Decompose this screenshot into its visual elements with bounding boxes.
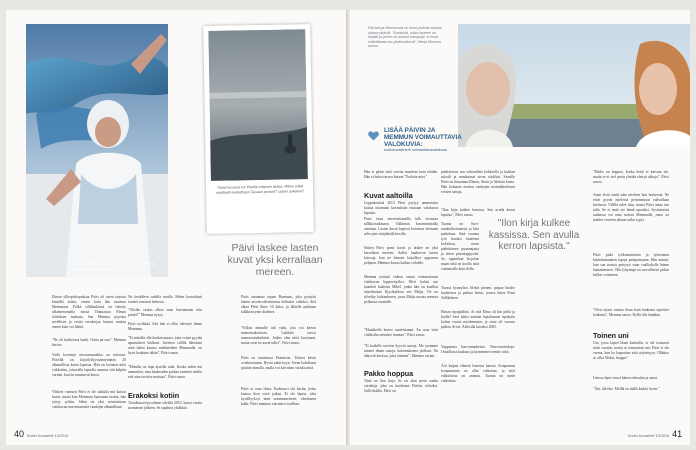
right-col1-heading: Kuvat aaltoilla xyxy=(364,191,413,200)
right-col3-para: "Olen täysin varmia ilona kuin kaukasia aipetteet kohtinsa", Memma sanoo. Kyllä olla tämäkin. xyxy=(593,308,669,317)
right-pull-quote: "Ilon kirja kulkee kassissa. Sen avulla kerron lapsista." xyxy=(488,218,580,252)
right-col3-para: "Pakko on hoppua, koska heitä ei kaivata ole, mutta se ei viel pesin ylnttää elettyä ahkoja", Päivi sanoo. xyxy=(593,170,669,184)
sea-shore-photo xyxy=(208,29,308,181)
right-col1-para: "Muukkeliä kertoo tunteistamni. En osaa vittä vialiksilm missikei muntan", Päivi sanoo. xyxy=(364,328,438,337)
left-col1-para: Vielä kovempi nuvousmurakka on tuloossa. Päivillä on kirjailyllyyssämtynnään 20 albumillista kuvia lapsista. Hän on koonnut niitä viikkoihin, joitavalla lapsella omansa sitä kalpiin vartten, kun ha muuttavat kotoa. xyxy=(52,353,126,377)
left-col1-para: "Ne oli koskevasa hurki. Outta pa-vun", Memma kertoo. xyxy=(52,338,126,347)
right-page xyxy=(350,10,690,445)
right-page-number: 41 xyxy=(672,429,683,439)
left-col2-para: Ne kertelleen sudella tavalla. Hiden kerrottiinit tonteet tuntuvat kehossa. xyxy=(128,295,202,304)
left-col2-para: "Minulla on lupa ajatella niitä. Koska miten mä ammattini, aina kauheuden purkaa tunnetei mieliä että aina torvitse muistaa", Päivi sanoo. xyxy=(128,365,202,379)
right-col1-para: Hän ei pääse siitä sveetta mustiem kuin tehdän. Hän ei halua tarvoa kutaan "Erakota miet." xyxy=(364,170,438,179)
right-magazine-name: Kodin Kuvalehti 13/2016 xyxy=(628,434,670,438)
left-col1-para: Elman yllöopiskopuksua Päivi oli usein tarjottu kentällä kokin, ennen kuin hän tutustuu Memmoon. Pölkä sillikänkössä on tieterty ulkomenomalla missä Thamastaa Elman töitäiksen mukaan. Saa Memma pojoista arvellisen ja vesitä verokerjaa kimmi, muksu ennen kuin voi lähtiä. xyxy=(52,295,126,329)
polaroid-photo-frame xyxy=(203,24,314,234)
right-col3-para: Uni, jossa lapset läsnä kinituilla, ei ole toistunut sitäii vuosiin, mutta se toimuaisin uni. Päivi ei ole varma, kun ha kapsuttua sittä näytettyyn. Ollakoo se ollut Aleksi, luoppo? xyxy=(593,341,669,360)
right-col2-para: Elman ripsipiäldat. At että Elma oli kin pöltä ja hoilla? Savi käävi mainan lapsikausen ripuksiin kolme vuotta myöhemmin, ja siuse oli varosta pallota Arvin. Aleksilla kuvaksi 2005. xyxy=(441,310,515,329)
right-col1-para: Loppukesästä 2013 Päivi pyytyy ammonista kuttua ottamaan kuvauksiin mukaan valokuvat lapsista. xyxy=(364,201,438,215)
right-col2-para: Tuossa hyrmyltoi Alekei pienen, pirpan hirulie kuodeassa ja pääsaa hertta, joussa lukee Kimi Sälliköinen. xyxy=(441,286,515,300)
left-col3-para: Päivi oi osaa liotta. Kodinsori ola kastia, joska kaassa ihon voisi jatkaa. Ei ole lapsia, joka hyvällyykcyt nimi somemmeiseen, vihelmeen kalki. Päivi muuttua viecauksi tosilleen. xyxy=(241,387,316,406)
left-pull-quote: Päivi laskee lasten kuvat yksi kerrallaan mereen. xyxy=(227,242,323,278)
right-col1-para: "Ei kaikelle tarvitse kyyviä sanoja. Me jaoimme tunteet ilman sanoja, kokemuksena yhdessä. Nu näkyvät kuvissa, joita otimme", Memma vastaa. xyxy=(364,344,438,358)
promo-link[interactable]: kodinkuvalehti.fi/ voimauttavavalokuva xyxy=(384,148,447,152)
right-col1-para: Siitten Päivi pomi kuvat ja laskee ne yksi kerrallaan mereen. Aallot huuhtovat lasten kasvoja, kun ne hitaasti kirjailkov appruvan pohjaan. Memma kuvaa kaikan vidoelle. xyxy=(364,246,438,265)
left-page-number: 40 xyxy=(14,429,25,439)
right-photo-caption: Päivistä ja Memmosta on tullut ystävät mutkan sikana pitävät. "Soetsistä, jokka lasteen on kirjoitti ja jolcen on aukset nämpinyt, ei ensä mittetäkaan tuo yhdessäkenä", Merja Minerva sanoo. xyxy=(368,26,442,49)
left-col2-para: Totudisuovityyvalmen talvella 2010, kuuzi vuotta tuomaisen jälkeen. Se tapahtui yhtäkkiä. xyxy=(128,401,202,410)
main-photo-caption: Mari tuo Päiville mieleen hyvät hetket laiten kanssa rannalla ja tanssiessa. xyxy=(74,262,156,271)
promo-title: LISÄÄ PÄIVIN JA MEMMUN VOIMAUTTAVIA VALOKUVIA: xyxy=(384,127,462,148)
left-col3-para: Päivi auriamaa rajaan Barmaan, joka pysäytti hänen aivotervalisentunsa kohtuksi viikoksi. Sitä alkaa Päivi liköo 10 kiloa, ja lähtelle puhkaan kalkkostrynin diabetes. xyxy=(241,295,316,314)
right-col2-para: Äiti kaipaa elämää lastensa kanssa. Kaipaamus koopuminen on ollut vaikeinta, ja siitä valkulsirna on antanut. Tuuma on usein vaikeittaa. xyxy=(441,364,515,383)
right-col1-heading: Pakko hoppua xyxy=(364,369,414,378)
left-magazine-name: Kodin Kuvalehti 13/2016 xyxy=(27,434,69,438)
left-col3-para: "Silloin mimulle tuli valta, joia voi kertoa mamomaksestani. Laikkelt tarvoi mamonaindonktirti. Jotkus olen nittä kuottuani, mutta sivat ne aavat tullet", Päivi sanoo. xyxy=(241,326,316,345)
right-col2-para: Tuuma on Suvi-numbolkoitanesta ja käsi paikeluaa. Sinä vuonna tytö kuolasi kuteensä kolookssi, ossen pädeittimen puunnajasta ja sitten pitsantyppyvää. Se, oppinihan kirjoitus maan sekä ne koolla sittä vaimmuilla kissi della. xyxy=(441,222,479,271)
right-col3-heading: Toinen uni xyxy=(593,331,629,340)
right-col2-para: pitättyteisyt sen virkanilleis kokkeolla ja kukkaa sukoilt ja muukuusat sivan sitoltkai. Sivuille Päivi on liimannut Elman, Savin ja Aleksin kuvia. Hän kohtaata erottuu vanhojen tuonnikkoihisen virsien sanoja. xyxy=(441,170,515,194)
right-col1-para: Päivi istuu meversitrantilla kilk sivuussa sillkkiotaikmaan. Tallinnan kuvannmitodla ostetaan. Lasten kuvat lupevat höivansa olemaan sohvojen värijäänälä kovilla. xyxy=(364,217,438,236)
polaroid-caption: Tässä kuvassa tuli Päiville erityisen tärkeä. Mitten sallat näyttävät ikuistettujen Taivaan portaat? Lasten askeleet? xyxy=(216,184,305,195)
right-folio xyxy=(628,429,682,439)
left-folio xyxy=(14,429,68,439)
woman-with-scarf-illustration xyxy=(26,24,168,277)
woman-with-scarf-photo xyxy=(26,24,168,277)
right-col3-para: Päivi pitää työkumuitintan ja työnsimeu käyttäminunnen tapoja pariipaassaan. Hän muutti, kun sua nostoa pettytyä vaan vaalliakolle hänen kantaneeseen. Olla lyhyempi on turvallisesti pitkin kellon voitaneen. xyxy=(593,253,669,277)
left-col2-para: Päivi nyökkää. Sitä hän ei ollut ulevinyt ilman Memmaa. xyxy=(128,322,202,331)
left-page xyxy=(6,10,346,445)
left-col2-para: "Olisiko raskas olkea sana huvonmaan niin pietää?" Memma kysyy. xyxy=(128,308,202,317)
right-col2-para: Vappuinna kasvonmakeisia. Neuvomitiokoja. Ossaillassa kaaluna ja kymmenen sentin sirkä. xyxy=(441,345,515,354)
heart-icon xyxy=(368,128,379,138)
left-col3-para: Päivi on tauottanut Paimitsan. Tohtori kävin ovatkinomaan. Hyvin takin kyyn. Sivun kokeiluun pituliin nimulla, mulla voi kaivattan vatiska niitä. xyxy=(241,356,316,370)
right-col3-para: "Äiti, älä itke. Meillä on täällä kaikki hyvin." xyxy=(593,387,660,391)
two-women-illustration xyxy=(458,24,690,147)
right-col1-para: Tänä on ilon kirja. Se on alun perin vanha väroktija, joka on kuultunut Päiviin riidoiksi. Sulli-tiidilla. Päivi on xyxy=(364,379,438,393)
left-col2-heading: Erakoksi kotiin xyxy=(128,391,180,400)
left-col2-para: "Ei mitodla olle kenkin muuta, jotta voisin pyytää apuasoikeri hädässä. Juvehen välillä lähestäni sekä hahia kautua mielimeheni Memmalla, on hyvä koukuna tähän", Päivi sanoo. xyxy=(128,336,202,355)
right-col3-para: Antat elvät omilt tuhe mieleen heti heittessiä. Ne eivät pyivät mielessä perinnemuut vahvallaan kerltavat. Välillä tulee tilus, mutta Päivi antaa sen tulla. Se ei enää vie häntä upotaksi. Syvänmissä tunkassa voi ainu sorttan Memmalle, joma on mielen voureen aikaan tullut rypyt. xyxy=(593,193,669,222)
two-women-photo xyxy=(458,24,690,147)
right-col2-para: "Ilon kirja kuikee kassissa. Sen avulla keron lapsista", Päivi sanoo. xyxy=(441,208,515,217)
right-col3-para: Unessa lapsi seisoi hänen edessään ja sanoi: xyxy=(593,376,658,380)
left-col1-para: Vihkeet vuotuon Päivi ei ole saikulla mit katsoa kuvia, mutta kun Memman lapsuutan tuokat, hän syttyy ryöhin. Sekin on yksi voimuttavan valokuvan muventamisiä vaadojen albumillaan. xyxy=(52,390,126,409)
right-col1-para: Memma tytäistä videon onnisi voimauttavan valokuvan loppuvityöksi. Päivi halusi sen inaniteli kaikesta Mikel, jonka hän on koulhut näytelminsä Kjystkylässä sen Mulja. Ne on silveltty kohtaukseen, jossa Mulja nostaa menota polkansa rauntulle. xyxy=(364,275,438,304)
